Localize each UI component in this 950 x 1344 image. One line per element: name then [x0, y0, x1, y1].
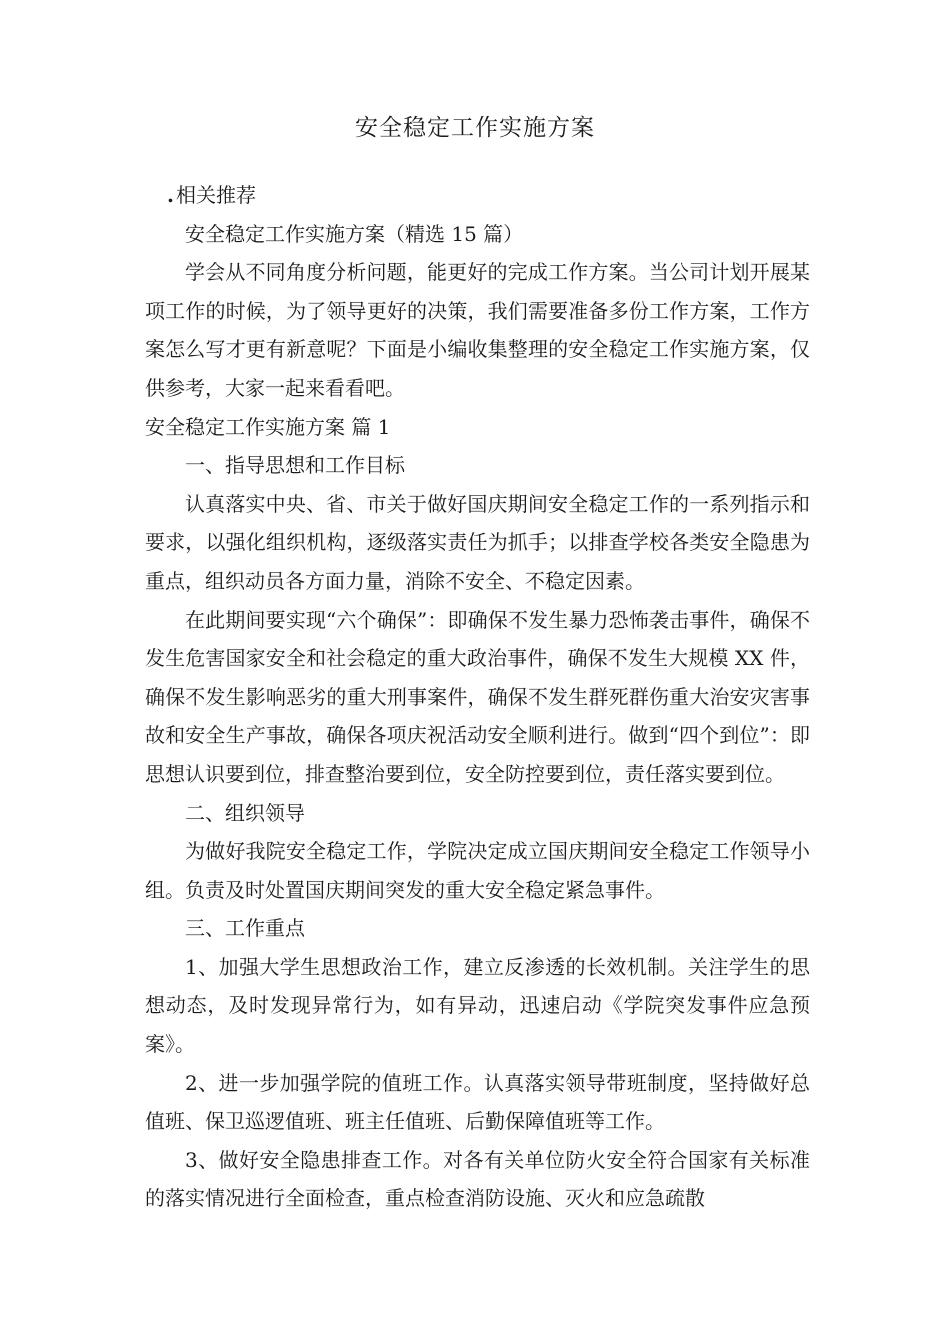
paragraph-guiding-1: 认真落实中央、省、市关于做好国庆期间安全稳定工作的一系列指示和要求，以强化组织机构，逐级落实责任为抓手；以排查学校各类安全隐患为重点，组织动员各方面力量，消除不安全、不稳定因素。 [145, 491, 810, 593]
article-heading: 安全稳定工作实施方案 篇 1 [145, 414, 391, 439]
document-title: 安全稳定工作实施方案 [355, 115, 595, 141]
paragraph-organization: 为做好我院安全稳定工作，学院决定成立国庆期间安全稳定工作领导小组。负责及时处置国庆期间突发的重大安全稳定紧急事件。 [145, 839, 810, 902]
recommend-line [145, 176, 810, 215]
section-heading-guiding: 一、指导思想和工作目标 [185, 453, 405, 478]
document-subtitle: 安全稳定工作实施方案（精选 15 篇） [185, 221, 524, 246]
paragraph-guiding-2: 在此期间要实现“六个确保”：即确保不发生暴力恐怖袭击事件，确保不发生危害国家安全和社会稳定的重大政治事件，确保不发生大规模 XX 件，确保不发生影响恶劣的重大刑事案件，确保不发生群死群伤重大治安灾害事故和安全生产事故，确保各项庆祝活动安全顺利进行。做到“四个到位”：即思想认识要到位，排查整治要到位，安全防控要到位，责任落实要到位。 [145, 607, 810, 786]
section-heading-organization: 二、组织领导 [185, 800, 305, 825]
section-heading-priorities: 三、工作重点 [185, 916, 305, 941]
priority-item-1: 1、加强大学生思想政治工作，建立反渗透的长效机制。关注学生的思想动态，及时发现异常行为，如有异动，迅速启动《学院突发事件应急预案》。 [145, 954, 810, 1057]
document-body [145, 176, 810, 1218]
priority-item-2: 2、进一步加强学院的值班工作。认真落实领导带班制度，坚持做好总值班、保卫巡逻值班、班主任值班、后勤保障值班等工作。 [145, 1070, 810, 1134]
recommend-label: 相关推荐 [175, 183, 256, 207]
recommend-bullet: . [167, 183, 174, 207]
intro-paragraph: 学会从不同角度分析问题，能更好的完成工作方案。当公司计划开展某项工作的时候，为了领导更好的决策，我们需要准备多份工作方案，工作方案怎么写才更有新意呢？下面是小编收集整理的安全稳定工作实施方案，仅供参考，大家一起来看看吧。 [145, 260, 810, 400]
priority-item-3: 3、做好安全隐患排查工作。对各有关单位防火安全符合国家有关标准的落实情况进行全面检查，重点检查消防设施、灭火和应急疏散 [145, 1147, 810, 1211]
